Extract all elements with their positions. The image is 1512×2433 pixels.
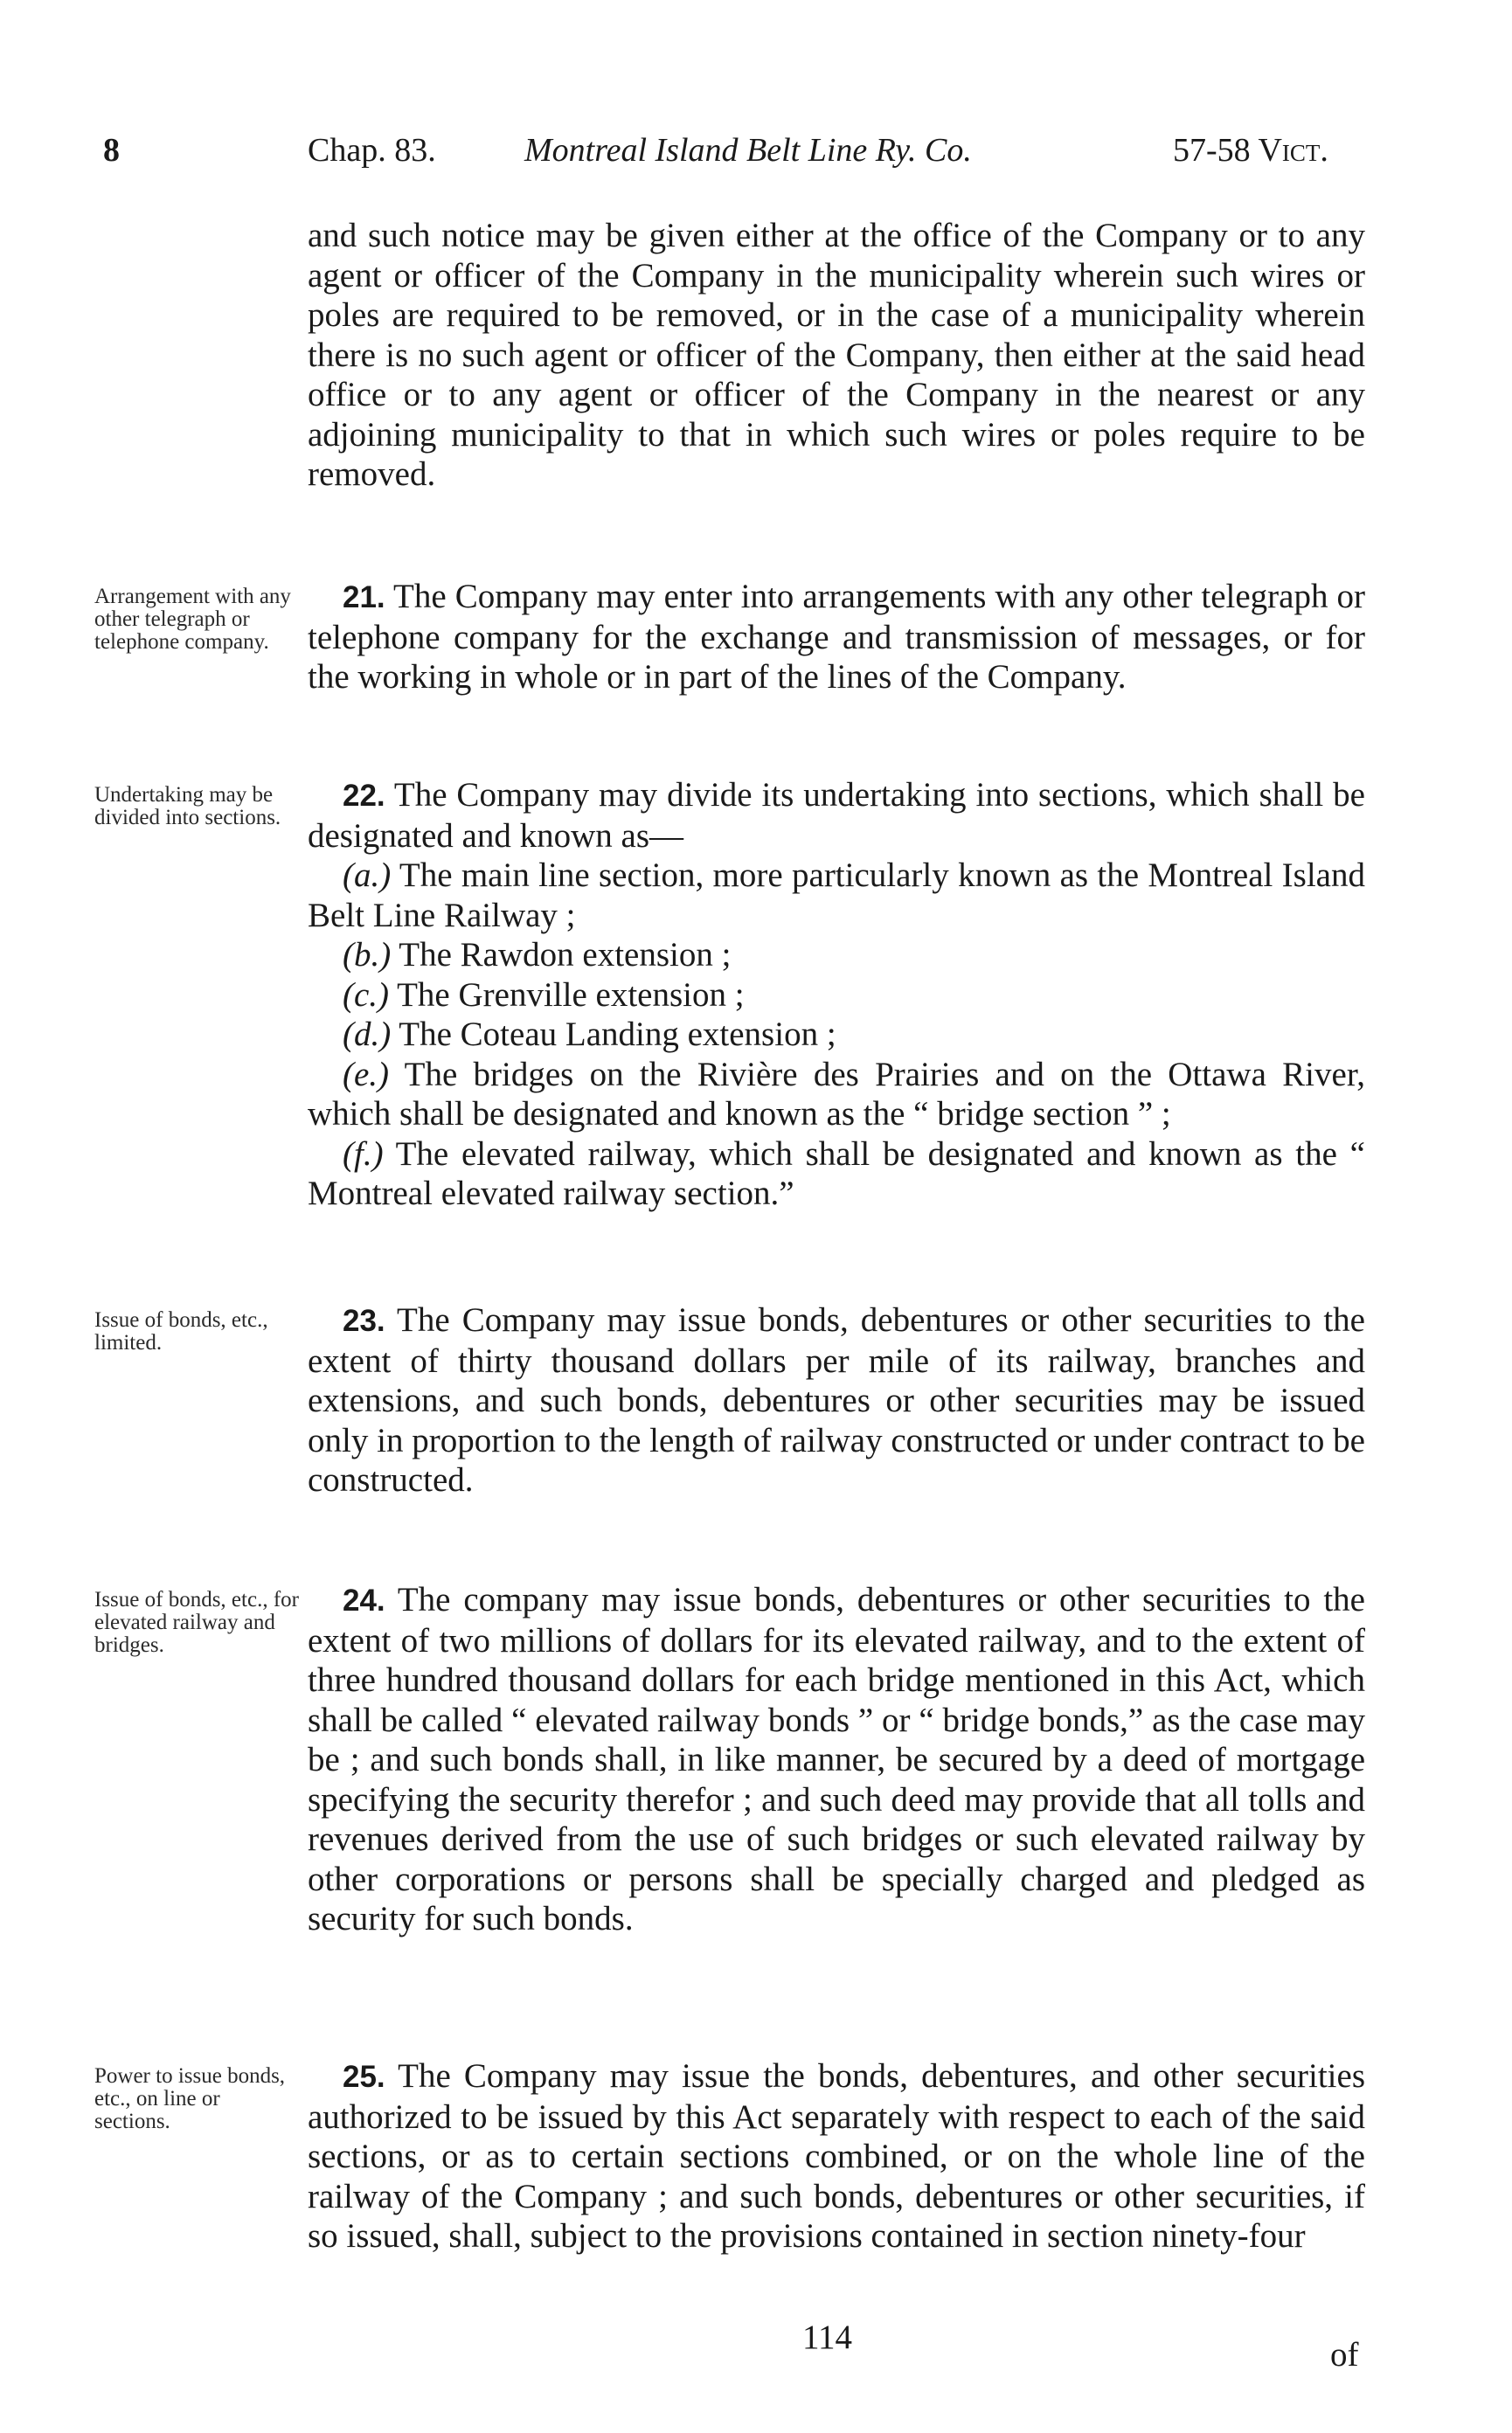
- list-item: (d.) The Coteau Landing extension ;: [343, 1015, 836, 1053]
- folio-number: 114: [802, 2319, 853, 2356]
- margin-note-21: Arrangement with any other telegraph or telephone company.: [94, 585, 291, 654]
- margin-note-23: Issue of bonds, etc., limited.: [94, 1308, 268, 1355]
- running-header: [0, 131, 1512, 184]
- section-24: [308, 1580, 1365, 1939]
- section-number-25: 25.: [343, 2060, 385, 2094]
- act-title: Montreal Island Belt Line Ry. Co.: [524, 132, 972, 169]
- margin-note-22: Undertaking may be divided into sections.: [94, 783, 281, 829]
- section-text-24: The company may issue bonds, debentures or other securities to the extent of two millions of dollars for its elevated railway, and to the extent of three hundred thousand dollars for each bridge mentioned in this Act, which shall be called “ elevated railway bonds ” or “ bridge bonds,” as the case may be ; and such bonds shall, in like manner, be secured by a deed of mortgage specifying the security therefor ; and such deed may provide that all tolls and revenues derived from the use of such bridges or such elevated railway by other corporations or persons shall be specially charged and pledged as security for such bonds.: [308, 1581, 1365, 1937]
- regnal-year: 57-58 Vict.: [1173, 132, 1328, 169]
- section-number-23: 23.: [343, 1304, 385, 1338]
- section-text-22: The Company may divide its undertaking into sections, which shall be designated and known as—: [308, 776, 1365, 855]
- section-21: [308, 577, 1365, 697]
- section-22: [308, 775, 1365, 1214]
- section-23: [308, 1300, 1365, 1501]
- margin-note-25: Power to issue bonds, etc., on line or sections.: [94, 2064, 286, 2133]
- list-item: (b.) The Rawdon extension ;: [343, 936, 732, 974]
- chapter-label: Chap. 83.: [308, 132, 436, 169]
- section-text-21: The Company may enter into arrangements with any other telegraph or telephone company for the exchange and transmission of messages, or for the working in whole or in part of the lines of the Company.: [308, 578, 1366, 696]
- margin-note-24: Issue of bonds, etc., for elevated railway and bridges.: [94, 1588, 299, 1657]
- section-text-25: The Company may issue the bonds, debentures, and other securities authorized to be issued by this Act separately with respect to each of the said sections, or as to certain sections combined, or on the whole line of the railway of the Company ; and such bonds, debentures or other securities, if so issued, shall, subject to the provisions contained in section ninety-four: [308, 2057, 1365, 2255]
- intro-paragraph-block: [308, 216, 1365, 495]
- list-item: (c.) The Grenville extension ;: [343, 975, 745, 1014]
- catchword: of: [1330, 2336, 1359, 2374]
- section-number-21: 21.: [343, 580, 385, 614]
- list-item: (f.) The elevated railway, which shall be designated and known as the “ Montreal elevated railway section.”: [308, 1134, 1365, 1212]
- list-item: (e.) The bridges on the Rivière des Prairies and on the Ottawa River, which shall be designated and known as the “ bridge section ” ;: [308, 1055, 1365, 1133]
- list-item: (a.) The main line section, more particularly known as the Montreal Island Belt Line Railway ;: [308, 856, 1365, 934]
- section-25: [308, 2056, 1365, 2256]
- intro-paragraph: and such notice may be given either at the office of the Company or to any agent or officer of the Company in the municipality wherein such wires or poles are required to be removed, or in the case of a municipality wherein there is no such agent or officer of the Company, then either at the said head office or to any agent or officer of the Company in the nearest or any adjoining municipality to that in which such wires or poles require to be removed.: [308, 217, 1365, 493]
- section-number-24: 24.: [343, 1584, 385, 1618]
- section-text-23: The Company may issue bonds, debentures or other securities to the extent of thirty thousand dollars per mile of its railway, branches and extensions, and such bonds, debentures or other securities may be issued only in proportion to the length of railway constructed or under contract to be constructed.: [308, 1301, 1365, 1499]
- section-number-22: 22.: [343, 779, 385, 813]
- page-number: 8: [103, 132, 120, 169]
